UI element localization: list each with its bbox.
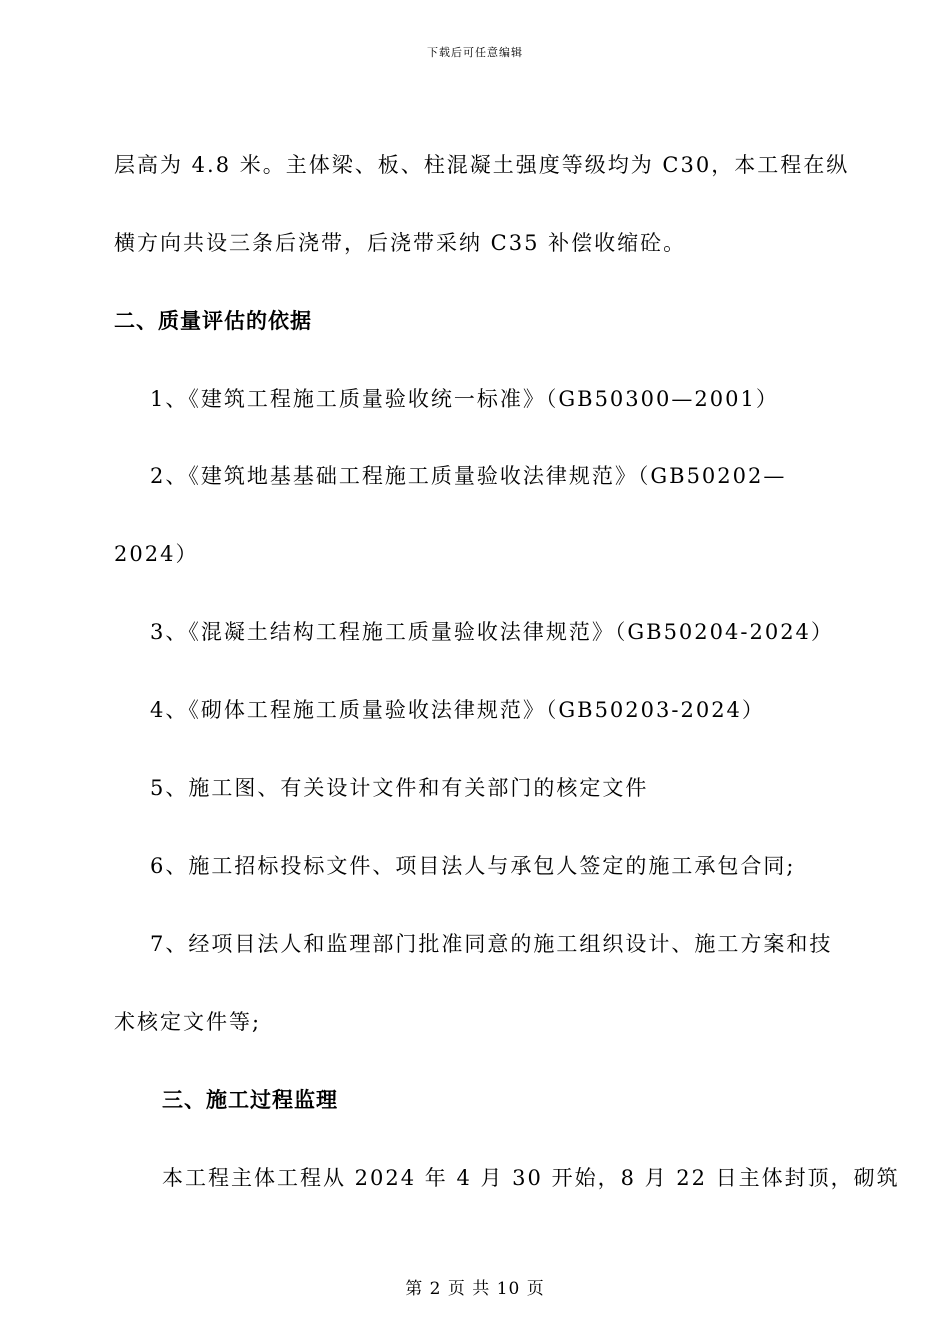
list-item: 5、施工图、有关设计文件和有关部门的核定文件	[150, 776, 649, 800]
list-item-continuation: 2024）	[114, 542, 199, 566]
list-item-continuation: 术核定文件等;	[114, 1010, 262, 1034]
list-item: 6、施工招标投标文件、项目法人与承包人签定的施工承包合同;	[150, 854, 796, 878]
section-heading: 二、质量评估的依据	[114, 308, 312, 333]
page-number: 第 2 页 共 10 页	[405, 1279, 545, 1299]
list-item: 3、《混凝土结构工程施工质量验收法律规范》（GB50204-2024）	[150, 620, 834, 644]
header-note: 下载后可任意编辑	[427, 46, 523, 59]
paragraph-line: 横方向共设三条后浇带，后浇带采纳 C35 补偿收缩砼。	[114, 231, 687, 255]
list-item: 2、《建筑地基基础工程施工质量验收法律规范》（GB50202—	[150, 464, 787, 488]
list-item: 1、《建筑工程施工质量验收统一标准》（GB50300—2001）	[150, 387, 779, 411]
paragraph-line: 层高为 4.8 米。主体梁、板、柱混凝土强度等级均为 C30，本工程在纵	[114, 153, 850, 177]
list-item: 7、经项目法人和监理部门批准同意的施工组织设计、施工方案和技	[150, 932, 833, 956]
paragraph-line: 本工程主体工程从 2024 年 4 月 30 开始，8 月 22 日主体封顶，砌筑	[162, 1166, 900, 1190]
section-heading: 三、施工过程监理	[162, 1087, 338, 1112]
list-item: 4、《砌体工程施工质量验收法律规范》（GB50203-2024）	[150, 698, 765, 722]
